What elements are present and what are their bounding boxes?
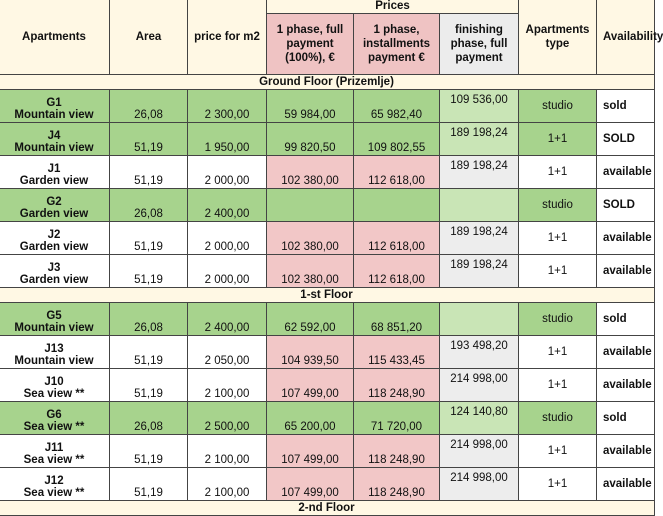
area-cell: 51,19 — [110, 336, 188, 369]
apartment-cell — [0, 189, 110, 222]
finishing-cell — [440, 303, 519, 336]
price-m2-cell: 2 500,00 — [188, 402, 267, 435]
phase1-full-cell: 107 499,00 — [267, 435, 354, 468]
apartment-view: Sea view ** — [23, 421, 85, 433]
apartment-id: J4 — [47, 130, 61, 142]
col-phase1-full: 1 phase, full payment (100%), € — [267, 14, 354, 75]
apartment-cell — [0, 222, 110, 255]
area-cell: 51,19 — [110, 156, 188, 189]
table-row[interactable] — [0, 123, 655, 156]
apartment-view: Mountain view — [14, 355, 94, 367]
price-m2-cell: 2 100,00 — [188, 468, 267, 501]
col-prices-group: Prices — [267, 0, 519, 14]
finishing-cell — [440, 189, 519, 222]
price-m2-cell: 2 100,00 — [188, 369, 267, 402]
apartment-view: Garden view — [19, 241, 89, 253]
phase1-installments-cell: 109 802,55 — [354, 123, 440, 156]
finishing-cell: 189 198,24 — [440, 156, 519, 189]
apartment-view: Mountain view — [14, 322, 94, 334]
price-m2-cell: 2 000,00 — [188, 156, 267, 189]
availability-cell: sold — [597, 402, 655, 435]
floor-title: 2-nd Floor — [0, 501, 655, 516]
apartment-view: Garden view — [19, 274, 89, 286]
apartment-cell — [0, 369, 110, 402]
apartment-view: Sea view ** — [23, 454, 85, 466]
table-row[interactable] — [0, 189, 655, 222]
finishing-cell: 189 198,24 — [440, 255, 519, 288]
apartment-cell — [0, 402, 110, 435]
phase1-installments-cell: 115 433,45 — [354, 336, 440, 369]
apartment-type-cell: 1+1 — [519, 435, 597, 468]
availability-cell: available — [597, 336, 655, 369]
phase1-full-cell: 62 592,00 — [267, 303, 354, 336]
price-m2-cell: 2 050,00 — [188, 336, 267, 369]
floor-title: 1-st Floor — [0, 288, 655, 303]
apartment-id: G6 — [46, 409, 62, 421]
price-m2-cell: 2 000,00 — [188, 255, 267, 288]
apartment-type-cell: 1+1 — [519, 156, 597, 189]
apartment-id: J10 — [44, 376, 64, 388]
availability-cell: available — [597, 435, 655, 468]
area-cell: 51,19 — [110, 222, 188, 255]
table-row[interactable] — [0, 222, 655, 255]
finishing-cell: 124 140,80 — [440, 402, 519, 435]
apartment-cell — [0, 336, 110, 369]
price-m2-cell: 2 000,00 — [188, 222, 267, 255]
apartment-type-cell: 1+1 — [519, 369, 597, 402]
table-header — [0, 0, 663, 75]
area-cell: 51,19 — [110, 123, 188, 156]
table-row[interactable] — [0, 255, 655, 288]
price-m2-cell: 1 950,00 — [188, 123, 267, 156]
apartment-id: G5 — [46, 310, 62, 322]
area-cell: 51,19 — [110, 468, 188, 501]
phase1-full-cell: 65 200,00 — [267, 402, 354, 435]
phase1-full-cell: 107 499,00 — [267, 369, 354, 402]
price-m2-cell: 2 100,00 — [188, 435, 267, 468]
table-row[interactable] — [0, 90, 655, 123]
phase1-full-cell: 59 984,00 — [267, 90, 354, 123]
apartment-id: G2 — [46, 196, 62, 208]
availability-cell: SOLD — [597, 123, 655, 156]
phase1-full-cell: 102 380,00 — [267, 222, 354, 255]
col-price-m2: price for m2 — [188, 0, 267, 75]
apartment-cell — [0, 255, 110, 288]
area-cell: 51,19 — [110, 435, 188, 468]
floor-header-row — [0, 75, 655, 90]
apartment-type-cell: 1+1 — [519, 336, 597, 369]
finishing-cell: 189 198,24 — [440, 222, 519, 255]
phase1-installments-cell — [354, 189, 440, 222]
apartment-type-cell: 1+1 — [519, 222, 597, 255]
col-phase1-installments: 1 phase, installments payment € — [354, 14, 440, 75]
col-availability: Availability — [597, 0, 655, 75]
availability-cell: available — [597, 222, 655, 255]
phase1-installments-cell: 118 248,90 — [354, 468, 440, 501]
apartment-type-cell: 1+1 — [519, 468, 597, 501]
phase1-installments-cell: 68 851,20 — [354, 303, 440, 336]
phase1-installments-cell: 112 618,00 — [354, 255, 440, 288]
phase1-installments-cell: 118 248,90 — [354, 369, 440, 402]
apartment-view: Garden view — [19, 175, 89, 187]
price-m2-cell: 2 400,00 — [188, 189, 267, 222]
finishing-cell: 214 998,00 — [440, 369, 519, 402]
apartment-type-cell: 1+1 — [519, 123, 597, 156]
apartment-cell — [0, 468, 110, 501]
apartment-id: J1 — [47, 163, 61, 175]
area-cell: 51,19 — [110, 255, 188, 288]
apartment-cell — [0, 123, 110, 156]
apartment-type-cell: studio — [519, 303, 597, 336]
apartment-id: J12 — [44, 475, 64, 487]
finishing-cell: 214 998,00 — [440, 468, 519, 501]
table-row[interactable] — [0, 468, 655, 501]
phase1-full-cell — [267, 189, 354, 222]
availability-cell: sold — [597, 303, 655, 336]
table-row[interactable] — [0, 303, 655, 336]
availability-cell: available — [597, 468, 655, 501]
table-row[interactable] — [0, 402, 655, 435]
apartment-type-cell: studio — [519, 402, 597, 435]
phase1-full-cell: 102 380,00 — [267, 156, 354, 189]
phase1-full-cell: 99 820,50 — [267, 123, 354, 156]
availability-cell: sold — [597, 90, 655, 123]
availability-cell: SOLD — [597, 189, 655, 222]
area-cell: 26,08 — [110, 402, 188, 435]
apartment-cell — [0, 156, 110, 189]
floor-header-row — [0, 501, 655, 516]
apartment-view: Mountain view — [14, 142, 94, 154]
finishing-cell: 214 998,00 — [440, 435, 519, 468]
floor-title: Ground Floor (Prizemlje) — [0, 75, 655, 90]
finishing-cell: 189 198,24 — [440, 123, 519, 156]
apartment-cell — [0, 435, 110, 468]
apartment-id: J13 — [44, 343, 64, 355]
apartment-id: J11 — [44, 442, 64, 454]
floor-header-row — [0, 288, 655, 303]
apartment-type-cell: 1+1 — [519, 255, 597, 288]
table-row[interactable] — [0, 435, 655, 468]
price-m2-cell: 2 300,00 — [188, 90, 267, 123]
phase1-installments-cell: 118 248,90 — [354, 435, 440, 468]
apartment-id: G1 — [46, 97, 62, 109]
apartment-view: Mountain view — [14, 109, 94, 121]
phase1-installments-cell: 65 982,40 — [354, 90, 440, 123]
table-row[interactable] — [0, 336, 655, 369]
table-body — [0, 75, 655, 516]
finishing-cell: 109 536,00 — [440, 90, 519, 123]
area-cell: 51,19 — [110, 369, 188, 402]
apartment-cell — [0, 303, 110, 336]
availability-cell: available — [597, 255, 655, 288]
apartment-view: Sea view ** — [23, 487, 85, 499]
finishing-cell: 193 498,20 — [440, 336, 519, 369]
apartment-view: Sea view ** — [23, 388, 85, 400]
col-area: Area — [110, 0, 188, 75]
apartment-type-cell: studio — [519, 90, 597, 123]
area-cell: 26,08 — [110, 303, 188, 336]
availability-cell: available — [597, 156, 655, 189]
phase1-installments-cell: 112 618,00 — [354, 156, 440, 189]
apartment-type-cell: studio — [519, 189, 597, 222]
phase1-installments-cell: 112 618,00 — [354, 222, 440, 255]
apartment-id: J2 — [47, 229, 61, 241]
phase1-installments-cell: 71 720,00 — [354, 402, 440, 435]
phase1-full-cell: 107 499,00 — [267, 468, 354, 501]
table-row[interactable] — [0, 369, 655, 402]
apartment-cell — [0, 90, 110, 123]
price-m2-cell: 2 400,00 — [188, 303, 267, 336]
area-cell: 26,08 — [110, 90, 188, 123]
col-apartment-type: Apartments type — [519, 0, 597, 75]
phase1-full-cell: 102 380,00 — [267, 255, 354, 288]
apartment-view: Garden view — [19, 208, 89, 220]
area-cell: 26,08 — [110, 189, 188, 222]
apartment-id: J3 — [47, 262, 61, 274]
col-apartments: Apartments — [0, 0, 110, 75]
availability-cell: available — [597, 369, 655, 402]
col-finishing-phase: finishing phase, full payment — [440, 14, 519, 75]
table-row[interactable] — [0, 156, 655, 189]
phase1-full-cell: 104 939,50 — [267, 336, 354, 369]
